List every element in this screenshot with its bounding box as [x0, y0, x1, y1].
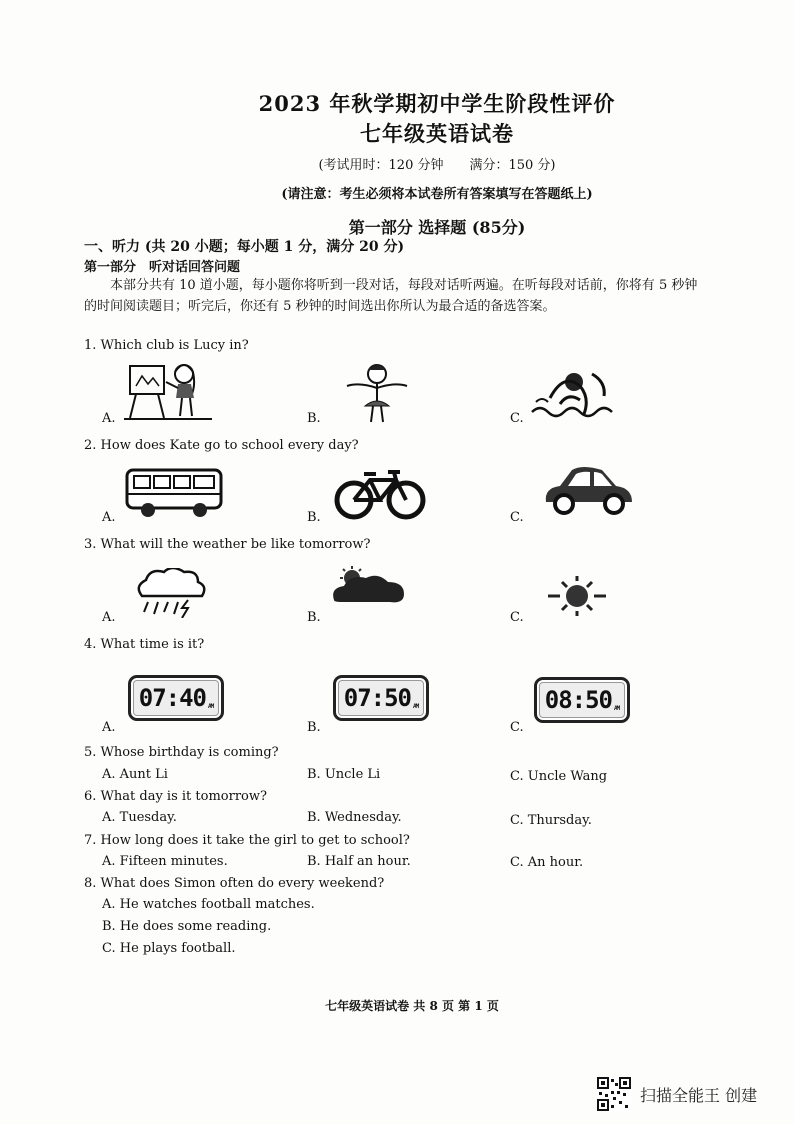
question-8: 8. What does Simon often do every weekend?: [84, 876, 385, 891]
part-title: 第一部分 选择题 (85分): [348, 218, 526, 237]
clock-b-am: AM: [413, 703, 419, 710]
q7-option-a: A. Fifteen minutes.: [102, 854, 228, 869]
question-5: 5. Whose birthday is coming?: [84, 745, 279, 760]
painting-girl-icon: [124, 360, 212, 422]
exam-notice: (请注意：考生必须将本试卷所有答案填写在答题纸上): [281, 187, 593, 202]
q4-option-c: C.: [510, 720, 524, 735]
sun-behind-cloud-icon: [330, 566, 410, 608]
question-7: 7. How long does it take the girl to get to school?: [84, 833, 410, 848]
clock-a-am: AM: [208, 703, 214, 710]
digital-clock-a: [128, 675, 224, 721]
question-1: 1. Which club is Lucy in?: [84, 338, 249, 353]
q1-option-c: C.: [510, 411, 524, 426]
car-icon: [540, 462, 636, 520]
question-3: 3. What will the weather be like tomorrow?: [84, 537, 371, 552]
q3-option-c: C.: [510, 610, 524, 625]
section-instructions: 本部分共有 10 道小题，每小题你将听到一段对话，每段对话听两遍。在听每段对话前，你将有 5 秒钟的时间阅读题目；听完后，你还有 5 秒钟的时间选出你所认为最合适的备选答案。: [84, 278, 698, 314]
q1-option-a: A.: [102, 411, 116, 426]
exam-info: (考试用时：120 分钟 满分：150 分): [318, 158, 556, 173]
clock-c-time: 08:50: [544, 686, 612, 714]
qr-code-icon: [597, 1077, 631, 1111]
bicycle-icon: [334, 466, 426, 522]
q2-option-a: A.: [102, 510, 116, 525]
section-subtitle: 第一部分 听对话回答问题: [84, 260, 241, 275]
clock-c-am: AM: [614, 705, 620, 712]
section-title: 一、听力 (共 20 小题；每小题 1 分，满分 20 分): [84, 239, 405, 255]
q8-option-a: A. He watches football matches.: [102, 897, 315, 912]
q7-option-c: C. An hour.: [510, 855, 584, 870]
q7-option-b: B. Half an hour.: [307, 854, 411, 869]
q2-option-b: B.: [307, 510, 321, 525]
question-4: 4. What time is it?: [84, 637, 205, 652]
q2-option-c: C.: [510, 510, 524, 525]
q5-option-b: B. Uncle Li: [307, 767, 381, 782]
exam-title: 2023 年秋学期初中学生阶段性评价: [258, 91, 616, 116]
page-footer: 七年级英语试卷 共 8 页 第 1 页: [325, 999, 499, 1013]
q8-option-b: B. He does some reading.: [102, 919, 272, 934]
digital-clock-c: [534, 677, 630, 723]
q3-option-a: A.: [102, 610, 116, 625]
q4-option-a: A.: [102, 720, 116, 735]
q5-option-c: C. Uncle Wang: [510, 769, 608, 784]
question-2: 2. How does Kate go to school every day?: [84, 438, 359, 453]
rain-cloud-icon: [132, 568, 212, 618]
q6-option-a: A. Tuesday.: [102, 810, 177, 825]
q3-option-b: B.: [307, 610, 321, 625]
clock-b-time: 07:50: [343, 684, 411, 712]
swimmer-icon: [530, 368, 618, 420]
bus-icon: [124, 466, 224, 520]
q1-option-b: B.: [307, 411, 321, 426]
q8-option-c: C. He plays football.: [102, 941, 236, 956]
q6-option-c: C. Thursday.: [510, 813, 592, 828]
question-6: 6. What day is it tomorrow?: [84, 789, 267, 804]
exam-subject-title: 七年级英语试卷: [360, 121, 514, 146]
clock-a-time: 07:40: [138, 684, 206, 712]
q4-option-b: B.: [307, 720, 321, 735]
q5-option-a: A. Aunt Li: [102, 767, 168, 782]
q6-option-b: B. Wednesday.: [307, 810, 402, 825]
digital-clock-b: [333, 675, 429, 721]
sun-icon: [542, 576, 612, 616]
dancing-girl-icon: [335, 362, 419, 424]
scanner-watermark: 扫描全能王 创建: [640, 1086, 758, 1105]
